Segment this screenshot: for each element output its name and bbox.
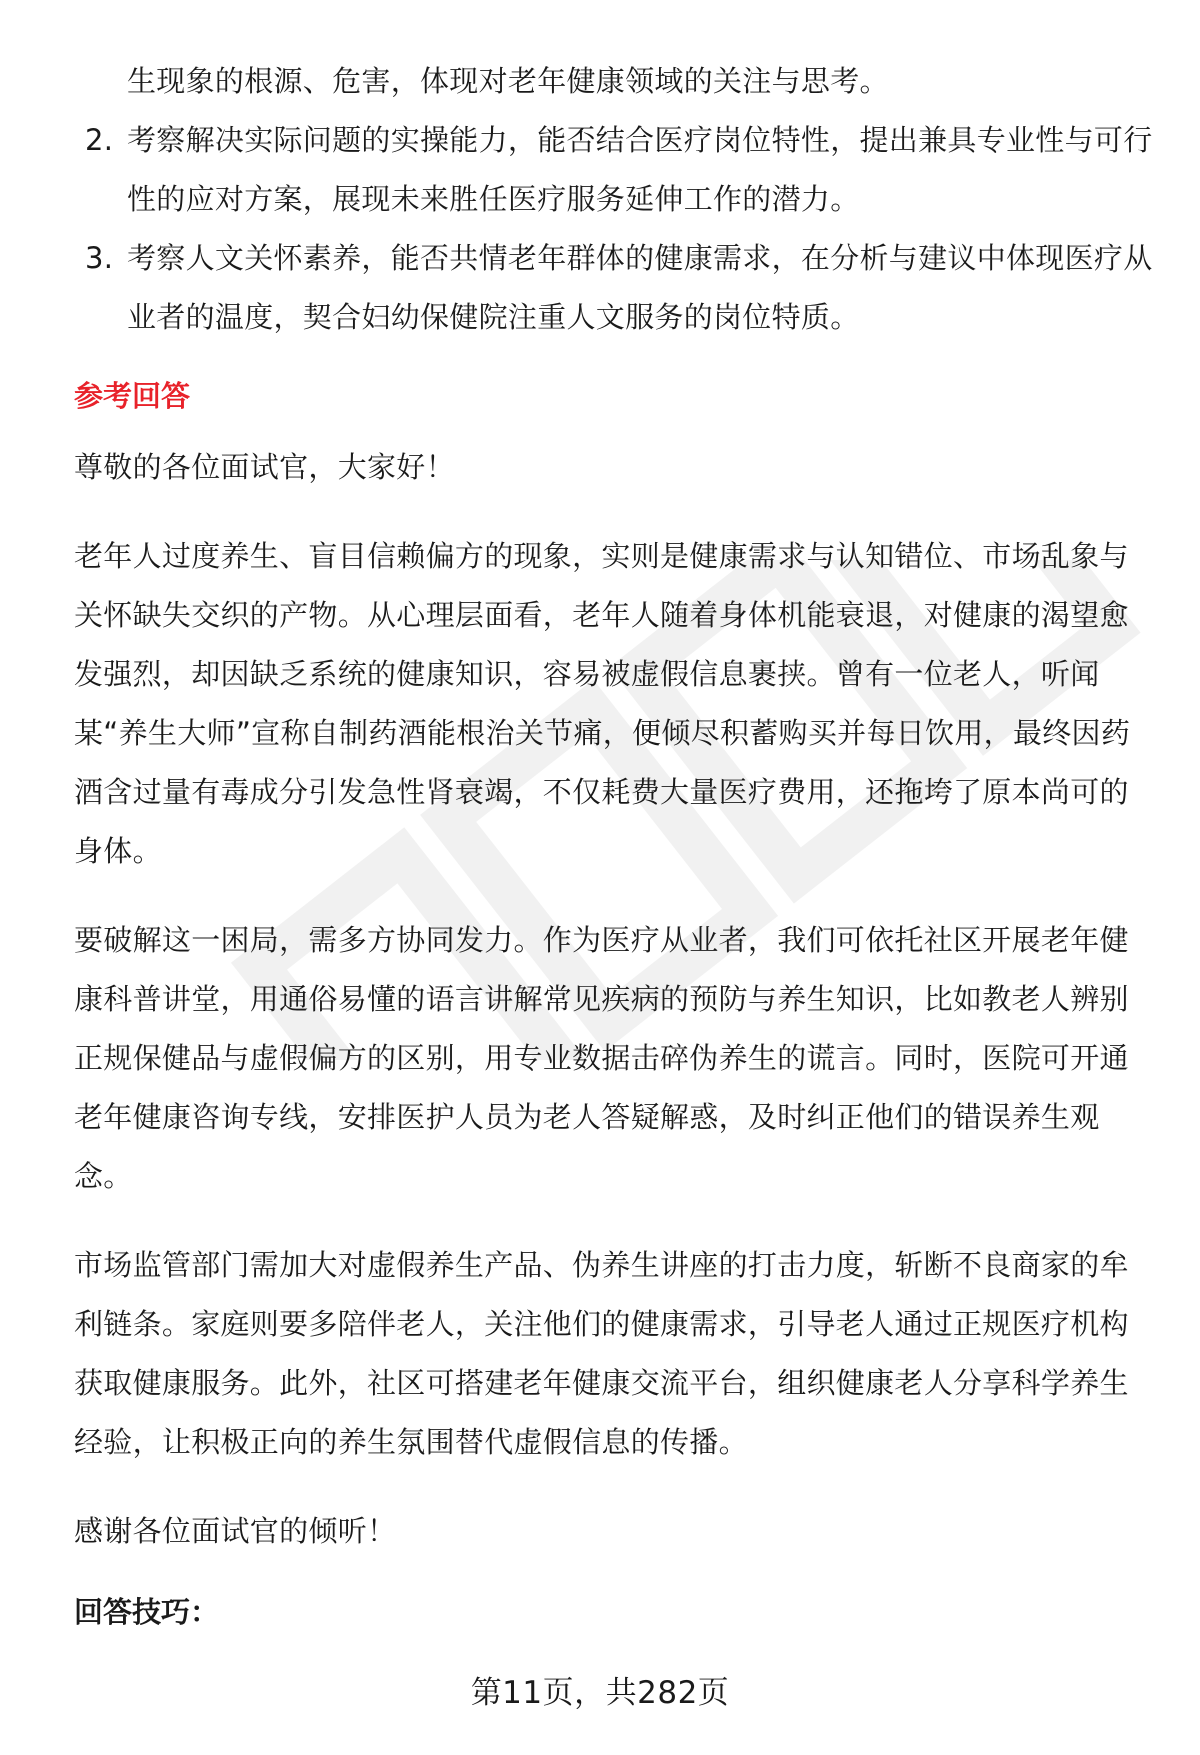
list-number: 2. <box>85 123 114 157</box>
page-number: 第11页，共282页 <box>470 1675 730 1711</box>
answer-heading: 参考回答 <box>74 379 191 413</box>
answer-paragraph-1: 老年人过度养生、盲目信赖偏方的现象，实则是健康需求与认知错位、市场乱象与关怀缺失交织的产物。从心理层面看，老年人随着身体机能衰退，对健康的渴望愈发强烈，却因缺乏系统的健康知识，容易被虚假信息裹挟。曾有一位老人，听闻某“养生大师”宣称自制药酒能根治关节痛，便倾尽积蓄购买并每日饮用，最终因药酒含过量有毒成分引发急性肾衰竭，不仅耗费大量医疗费用，还拖垮了原本尚可的身体。 <box>74 539 1131 868</box>
list-item-text: 考察人文关怀素养，能否共情老年群体的健康需求，在分析与建议中体现医疗从业者的温度，契合妇幼保健院注重人文服务的岗位特质。 <box>127 241 1153 334</box>
list-item <box>74 229 1154 347</box>
list-item-text: 考察解决实际问题的实操能力，能否结合医疗岗位特性，提出兼具专业性与可行性的应对方案，展现未来胜任医疗服务延伸工作的潜力。 <box>127 123 1153 216</box>
list-number: 3. <box>85 241 114 275</box>
criteria-list <box>74 111 1154 347</box>
answer-paragraph-2: 要破解这一困局，需多方协同发力。作为医疗从业者，我们可依托社区开展老年健康科普讲堂，用通俗易懂的语言讲解常见疾病的预防与养生知识，比如教老人辨别正规保健品与虚假偏方的区别，用专业数据击碎伪养生的谎言。同时，医院可开通老年健康咨询专线，安排医护人员为老人答疑解惑，及时纠正他们的错误养生观念。 <box>74 923 1129 1193</box>
closing-text: 感谢各位面试官的倾听！ <box>74 1514 397 1548</box>
document-page <box>74 52 1154 1591</box>
answer-paragraph-3: 市场监管部门需加大对虚假养生产品、伪养生讲座的打击力度，斩断不良商家的牟利链条。家庭则要多陪伴老人，关注他们的健康需求，引导老人通过正规医疗机构获取健康服务。此外，社区可搭建老年健康交流平台，组织健康老人分享科学养生经验，让积极正向的养生氛围替代虚假信息的传播。 <box>74 1248 1129 1459</box>
intro-continuation: 生现象的根源、危害，体现对老年健康领域的关注与思考。 <box>127 64 889 98</box>
greeting-text: 尊敬的各位面试官，大家好！ <box>74 450 455 484</box>
list-item <box>74 111 1154 229</box>
tips-heading: 回答技巧： <box>74 1595 220 1629</box>
